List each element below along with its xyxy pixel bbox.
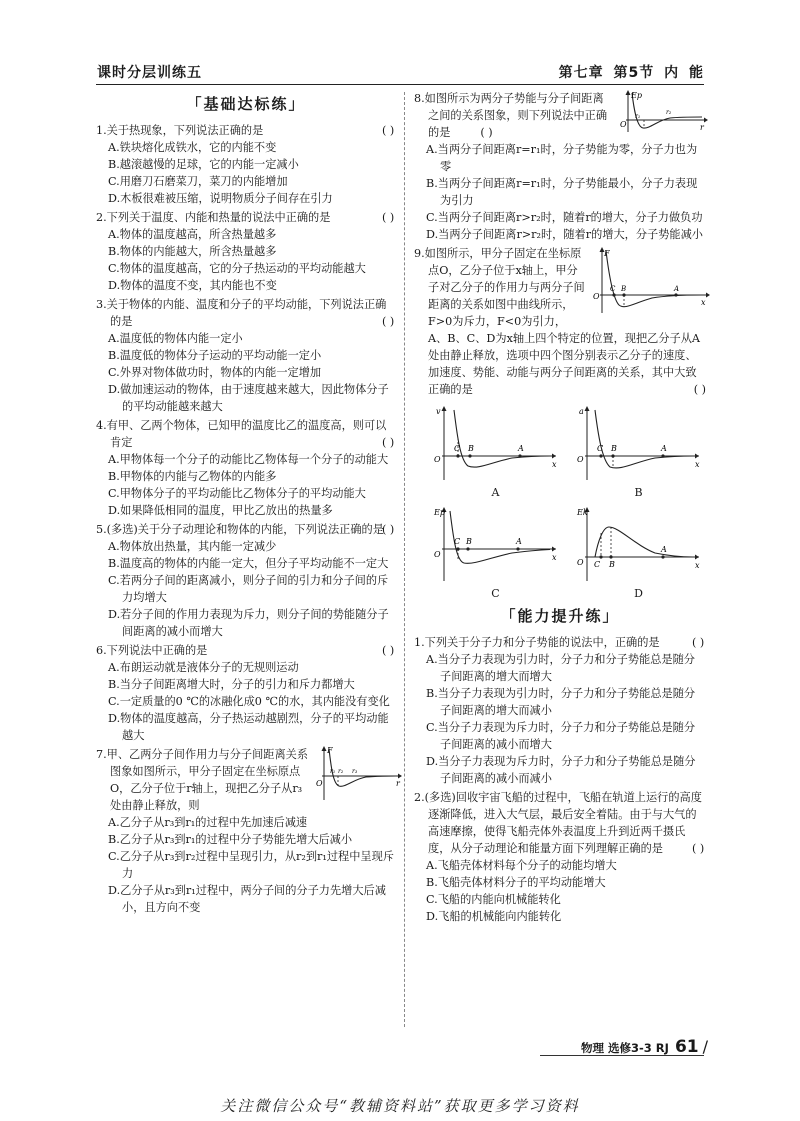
option-figures bbox=[428, 404, 706, 602]
svg-text:C: C bbox=[610, 285, 616, 293]
stem-text: 2.下列关于温度、内能和热量的说法中正确的是 bbox=[96, 211, 331, 224]
worksheet-title: 课时分层训练五 bbox=[97, 65, 202, 81]
y-axis-label: a bbox=[578, 407, 584, 416]
option-c: C.甲物体分子的平均动能比乙物体分子的平均动能大 bbox=[108, 487, 366, 500]
answer-blank[interactable]: ( ) bbox=[480, 126, 493, 139]
option-d: D.若分子间的作用力表现为斥力，则分子间的势能随分子间距离的减小而增大 bbox=[108, 608, 389, 638]
question-7 bbox=[96, 746, 400, 916]
svg-text:B: B bbox=[621, 285, 627, 293]
option-c: C.物体的温度越高，它的分子热运动的平均动能越大 bbox=[108, 262, 366, 275]
svg-text:O: O bbox=[576, 558, 584, 567]
svg-text:A: A bbox=[515, 537, 522, 546]
svg-text:x: x bbox=[694, 460, 700, 469]
y-axis-label: Ek bbox=[576, 508, 588, 517]
svg-text:r₃: r₃ bbox=[352, 768, 358, 775]
option-a: A.铁块熔化成铁水，它的内能不变 bbox=[108, 141, 277, 154]
svg-text:x: x bbox=[551, 460, 557, 469]
svg-text:C: C bbox=[596, 444, 603, 453]
question-4 bbox=[96, 417, 396, 519]
option-figure-d[interactable] bbox=[571, 505, 706, 602]
svg-text:A: A bbox=[674, 285, 680, 293]
option-b: B.物体的内能越大，所含热量越多 bbox=[108, 245, 277, 258]
question-stem: 1.下列关于分子力和分子势能的说法中，正确的是 ( ) bbox=[414, 636, 705, 649]
question-stem: 4.有甲、乙两个物体，已知甲的温度比乙的温度高，则可以肯定 ( ) bbox=[96, 419, 395, 449]
promo-note: 关注微信公众号“教辅资料站”获取更多学习资料 bbox=[220, 1097, 580, 1115]
advanced-question-2 bbox=[414, 789, 706, 925]
acceleration-graph bbox=[575, 404, 703, 484]
svg-text:A: A bbox=[660, 545, 667, 554]
svg-text:C: C bbox=[593, 560, 600, 569]
option-d: D.当分子力表现为斥力时，分子力和分子势能总是随分子间距离的减小而减小 bbox=[426, 755, 696, 785]
book-label: 物理 选修3-3 RJ bbox=[581, 1041, 669, 1055]
question-stem-cont bbox=[414, 330, 706, 398]
page-number: 61 bbox=[674, 1037, 699, 1057]
svg-text:O: O bbox=[620, 120, 627, 129]
svg-text:r₂: r₂ bbox=[338, 768, 344, 775]
option-b: B.乙分子从r₃到r₁的过程中分子势能先增大后减小 bbox=[108, 833, 353, 846]
option-c: C.乙分子从r₃到r₂过程中呈现引力，从r₂到r₁过程中呈现斥力 bbox=[108, 850, 394, 880]
option-c: C.当分子力表现为斥力时，分子力和分子势能总是随分子间距离的减小而增大 bbox=[426, 721, 696, 751]
svg-text:x: x bbox=[694, 561, 700, 570]
option-d: D.飞船的机械能向内能转化 bbox=[426, 910, 562, 923]
svg-text:B: B bbox=[465, 537, 472, 546]
chapter-label: 第七章 第5节 内 能 bbox=[558, 65, 704, 81]
svg-text:x: x bbox=[701, 298, 706, 307]
option-b: B.甲物体的内能与乙物体的内能多 bbox=[108, 470, 277, 483]
option-b: B.当分子力表现为引力时，分子力和分子势能总是随分子间距离的增大而减小 bbox=[426, 687, 696, 717]
question-2 bbox=[96, 209, 396, 294]
svg-text:C: C bbox=[453, 537, 460, 546]
svg-text:B: B bbox=[610, 444, 617, 453]
option-b: B.温度低的物体分子运动的平均动能一定小 bbox=[108, 349, 322, 362]
velocity-graph bbox=[432, 404, 560, 484]
svg-text:A: A bbox=[660, 444, 667, 453]
stem-text: 4.有甲、乙两个物体，已知甲的温度比乙的温度高，则可以肯定 bbox=[96, 419, 387, 449]
y-axis-label: v bbox=[435, 407, 441, 416]
option-d: D.乙分子从r₃到r₁过程中，两分子间的分子力先增大后减小，且方向不变 bbox=[108, 884, 386, 914]
stem-text: 6.下列说法中正确的是 bbox=[96, 644, 208, 657]
option-c: C.当两分子间距离r>r₂时，随着r的增大，分子力做负功 bbox=[426, 211, 703, 224]
stem-text-cont: A、B、C、D为x轴上四个特定的位置，现把乙分子从A处由静止释放，选项中四个图分别表示乙分子的速度、加速度、势能、动能与两分子间距离的关系，其中大致正确的是 bbox=[428, 332, 700, 396]
option-c: C.外界对物体做功时，物体的内能一定增加 bbox=[108, 366, 322, 379]
stem-text: 3.关于物体的内能、温度和分子的平均动能，下列说法正确的是 bbox=[96, 298, 387, 328]
svg-text:r₂: r₂ bbox=[666, 109, 672, 116]
question-stem: 1.关于热现象，下列说法正确的是 ( ) bbox=[96, 124, 395, 137]
svg-text:O: O bbox=[576, 455, 584, 464]
svg-text:B: B bbox=[467, 444, 474, 453]
section-basic bbox=[96, 96, 396, 114]
kinetic-graph bbox=[575, 505, 703, 585]
option-d: D.木板很难被压缩，说明物质分子间存在引力 bbox=[108, 192, 333, 205]
stem-text: 1.关于热现象，下列说法正确的是 bbox=[96, 124, 264, 137]
question-stem: 5.(多选)关于分子动理论和物体的内能，下列说法正确的是 ( ) bbox=[96, 523, 395, 536]
option-figure-a[interactable] bbox=[428, 404, 563, 501]
question-3 bbox=[96, 296, 396, 415]
svg-text:O: O bbox=[433, 550, 441, 559]
option-c: C.一定质量的0 ℃的冰融化成0 ℃的水，其内能没有变化 bbox=[108, 695, 390, 708]
column-divider bbox=[404, 92, 405, 1027]
svg-text:r: r bbox=[396, 779, 400, 788]
svg-text:C: C bbox=[453, 444, 460, 453]
option-b: B.当分子间距离增大时，分子的引力和斥力都增大 bbox=[108, 678, 355, 691]
svg-text:F: F bbox=[604, 249, 610, 258]
option-d: D.当两分子间距离r>r₂时，随着r的增大，分子势能减小 bbox=[426, 228, 703, 241]
option-figure-b[interactable] bbox=[571, 404, 706, 501]
figure-caption: B bbox=[634, 486, 643, 499]
left-column bbox=[96, 90, 400, 918]
question-6 bbox=[96, 642, 396, 744]
question-stem: 2.(多选)回收宇宙飞船的过程中，飞船在轨道上运行的高度逐渐降低，进入大气层，最后安全着陆。由于与大气的高速摩擦，使得飞船壳体外表温度上升到近两千摄氏度，从分子动理论和能量方面下列理解正确的是 ( ) bbox=[414, 791, 705, 855]
svg-text:r₁: r₁ bbox=[635, 113, 641, 120]
option-c: C.用磨刀石磨菜刀，菜刀的内能增加 bbox=[108, 175, 288, 188]
footer-rule bbox=[540, 1055, 704, 1056]
question-5 bbox=[96, 521, 396, 640]
svg-text:r₁: r₁ bbox=[330, 768, 336, 775]
option-c: C.若两分子间的距离减小，则分子间的引力和分子间的斥力均增大 bbox=[108, 574, 389, 604]
option-d: D.如果降低相同的温度，甲比乙放出的热量多 bbox=[108, 504, 333, 517]
question-9 bbox=[414, 245, 706, 602]
svg-text:B: B bbox=[608, 560, 615, 569]
advanced-question-1 bbox=[414, 634, 706, 787]
option-a: A.物体的温度越高，所含热量越多 bbox=[108, 228, 277, 241]
question-stem: 6.下列说法中正确的是 ( ) bbox=[96, 644, 395, 657]
option-b: B.温度高的物体的内能一定大，但分子平均动能不一定大 bbox=[108, 557, 389, 570]
question-stem: 2.下列关于温度、内能和热量的说法中正确的是 ( ) bbox=[96, 211, 395, 224]
option-b: B.越滚越慢的足球，它的内能一定减小 bbox=[108, 158, 299, 171]
option-b: B.飞船壳体材料分子的平均动能增大 bbox=[426, 876, 606, 889]
answer-blank[interactable]: ( ) bbox=[693, 383, 706, 396]
header-rule bbox=[96, 84, 704, 85]
stem-text: 1.下列关于分子力和分子势能的说法中，正确的是 bbox=[414, 636, 660, 649]
stem-text: 9.如图所示，甲分子固定在坐标原点O，乙分子位于x轴上，甲分子对乙分子的作用力与两分子间距离的关系如图中曲线所示，F>0为斥力，F<0为引力， bbox=[414, 247, 585, 328]
stem-text: 5.(多选)关于分子动理论和物体的内能，下列说法正确的是 bbox=[96, 523, 384, 536]
section-advanced-title: 「能力提升练」 bbox=[500, 607, 620, 625]
option-d: D.物体的温度不变，其内能也不变 bbox=[108, 279, 277, 292]
option-d: D.物体的温度越高，分子热运动越剧烈，分子的平均动能越大 bbox=[108, 712, 389, 742]
svg-text:Ep: Ep bbox=[631, 91, 642, 100]
force-graph bbox=[592, 247, 710, 315]
right-column bbox=[414, 90, 706, 927]
potential-graph bbox=[432, 505, 560, 585]
svg-text:A: A bbox=[517, 444, 524, 453]
option-figure-c[interactable] bbox=[428, 505, 563, 602]
potential-energy-graph bbox=[618, 90, 708, 134]
svg-text:O: O bbox=[316, 779, 323, 788]
figure-caption: D bbox=[634, 587, 643, 600]
question-stem: 3.关于物体的内能、温度和分子的平均动能，下列说法正确的是 ( ) bbox=[96, 298, 395, 328]
section-advanced bbox=[414, 608, 706, 626]
option-a: A.布朗运动就是液体分子的无规则运动 bbox=[108, 661, 299, 674]
option-a: A.甲物体每一个分子的动能比乙物体每一个分子的动能大 bbox=[108, 453, 389, 466]
option-a: A.乙分子从r₃到r₁的过程中先加速后减速 bbox=[108, 816, 308, 829]
stem-text: 8.如图所示为两分子势能与分子间距离之间的关系图象，则下列说法中正确的是 bbox=[414, 92, 608, 139]
option-a: A.物体放出热量，其内能一定减少 bbox=[108, 540, 277, 553]
option-b: B.当两分子间距离r=r₁时，分子势能最小，分子力表现为引力 bbox=[426, 177, 698, 207]
option-a: A.当分子力表现为引力时，分子力和分子势能总是随分子间距离的增大而增大 bbox=[426, 653, 695, 683]
question-8 bbox=[414, 90, 706, 243]
question-1 bbox=[96, 122, 396, 207]
option-d: D.做加速运动的物体，由于速度越来越大，因此物体分子的平均动能越来越大 bbox=[108, 383, 389, 413]
svg-text:x: x bbox=[551, 553, 557, 562]
force-distance-graph bbox=[314, 746, 402, 802]
figure-caption: A bbox=[491, 486, 500, 499]
option-a: A.飞船壳体材料每个分子的动能均增大 bbox=[426, 859, 617, 872]
y-axis-label: Ep bbox=[433, 508, 445, 517]
page-footer: 物理 选修3-3 RJ 61 / bbox=[581, 1037, 708, 1057]
figure-caption: C bbox=[491, 587, 500, 600]
option-a: A.当两分子间距离r=r₁时，分子势能为零，分子力也为零 bbox=[426, 143, 698, 173]
option-c: C.飞船的内能向机械能转化 bbox=[426, 893, 561, 906]
option-a: A.温度低的物体内能一定小 bbox=[108, 332, 243, 345]
stem-text: 7.甲、乙两分子间作用力与分子间距离关系图象如图所示，甲分子固定在坐标原点O，乙分子位于r轴上，现把乙分子从r₃处由静止释放，则 bbox=[96, 748, 309, 812]
stem-text: 2.(多选)回收宇宙飞船的过程中，飞船在轨道上运行的高度逐渐降低，进入大气层，最后安全着陆。由于与大气的高速摩擦，使得飞船壳体外表温度上升到近两千摄氏度，从分子动理论和能量方面下列理解正确的是 bbox=[414, 791, 702, 855]
svg-text:r: r bbox=[700, 123, 704, 132]
svg-text:O: O bbox=[593, 292, 600, 301]
svg-text:F: F bbox=[327, 746, 333, 755]
section-basic-title: 「基础达标练」 bbox=[186, 95, 306, 113]
svg-text:O: O bbox=[433, 455, 441, 464]
